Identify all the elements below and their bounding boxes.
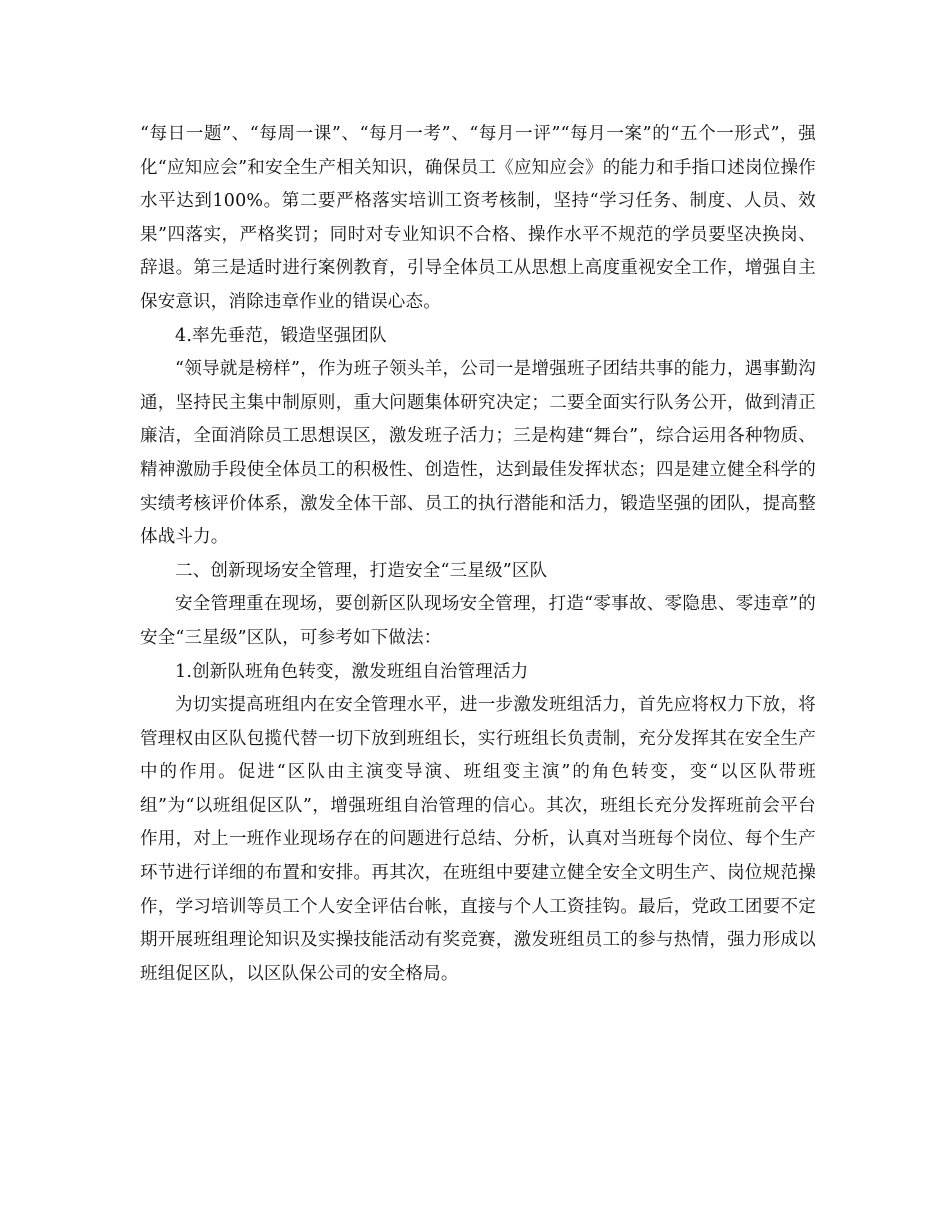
- paragraph-leadership-team: “领导就是榜样”，作为班子领头羊，公司一是增强班子团结共事的能力，遇事勤沟通，坚持民主集中制原则，重大问题集体研究决定；二要全面实行队务公开，做到清正廉洁，全面消除员工思想误区，激发班子活力；三是构建“舞台”，综合运用各种物质、精神激励手段使全体员工的积极性、创造性，达到最佳发挥状态；四是建立健全科学的实绩考核评价体系，激发全体干部、员工的执行潜能和活力，锻造坚强的团队，提高整体战斗力。: [140, 359, 816, 548]
- section-heading-role-change: 1.创新队班角色转变，激发班组自治管理活力: [175, 661, 529, 682]
- section-heading-onsite-safety: 二、创新现场安全管理，打造安全“三星级”区队: [175, 560, 548, 581]
- document-page: [140, 118, 816, 991]
- paragraph-team-self-management: 为切实提高班组内在安全管理水平，进一步激发班组活力，首先应将权力下放，将管理权由区队包揽代替一切下放到班组长，实行班组长负责制，充分发挥其在安全生产中的作用。促进“区队由主演变导演、班组变主演”的角色转变，变“以区队带班组”为“以班组促区队”，增强班组自治管理的信心。其次，班组长充分发挥班前会平台作用，对上一班作业现场存在的问题进行总结、分析，认真对当班每个岗位、每个生产环节进行详细的布置和安排。再其次，在班组中要建立健全安全文明生产、岗位规范操作，学习培训等员工个人安全评估台帐，直接与个人工资挂钩。最后，党政工团要不定期开展班组理论知识及实操技能活动有奖竞赛，激发班组员工的参与热情，强力形成以班组促区队，以区队保公司的安全格局。: [140, 695, 816, 984]
- paragraph-five-forms: “每日一题”、“每周一课”、“每月一考”、“每月一评”“每月一案”的“五个一形式”，强化“应知应会”和安全生产相关知识，确保员工《应知应会》的能力和手指口述岗位操作水平达到100%。第二要严格落实培训工资考核制，坚持“学习任务、制度、人员、效果”四落实，严格奖罚；同时对专业知识不合格、操作水平不规范的学员要坚决换岗、辞退。第三是适时进行案例教育，引导全体员工从思想上高度重视安全工作，增强自主保安意识，消除违章作业的错误心态。: [140, 124, 816, 312]
- section-heading-lead-by-example: 4.率先垂范，锻造坚强团队: [175, 325, 387, 346]
- paragraph-three-star-team: 安全管理重在现场，要创新区队现场安全管理，打造“零事故、零隐患、零违章”的安全“三星级”区队，可参考如下做法：: [140, 594, 816, 648]
